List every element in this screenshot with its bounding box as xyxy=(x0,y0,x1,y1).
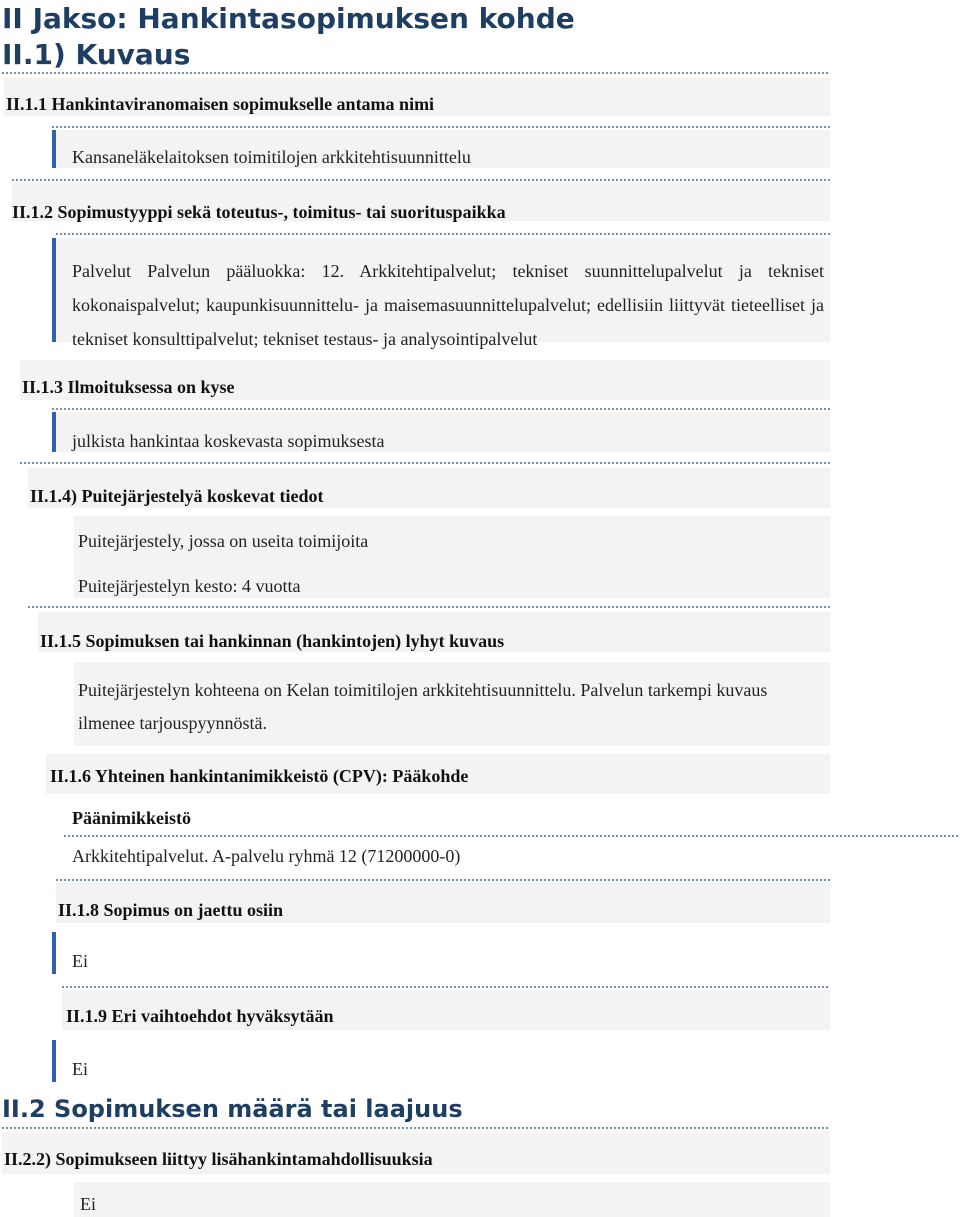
divider xyxy=(28,606,830,608)
divider xyxy=(2,1127,830,1129)
value-band xyxy=(74,1182,830,1217)
cpv-heading: II.1.6 Yhteinen hankintanimikkeistö (CPV): Pääkohde xyxy=(50,766,469,786)
value-marker xyxy=(52,1040,56,1082)
divider xyxy=(20,462,830,464)
variants-heading: II.1.9 Eri vaihtoehdot hyväksytään xyxy=(66,1006,334,1026)
lots-value: Ei xyxy=(72,951,88,971)
notice-value: julkista hankintaa koskevasta sopimuksesta xyxy=(72,431,385,451)
desc-heading: II.1.5 Sopimuksen tai hankinnan (hankintojen) lyhyt kuvaus xyxy=(40,631,505,651)
type-heading: II.1.2 Sopimustyyppi sekä toteutus-, toimitus- tai suorituspaikka xyxy=(12,202,506,222)
desc-value: Puitejärjestelyn kohteena on Kelan toimitilojen arkkitehtisuunnittelu. Palvelun tarkempi kuvaus ilmenee tarjouspyynnöstä. xyxy=(78,680,768,733)
notice-heading: II.1.3 Ilmoituksessa on kyse xyxy=(22,377,235,397)
name-value: Kansaneläkelaitoksen toimitilojen arkkitehtisuunnittelu xyxy=(72,147,471,167)
divider xyxy=(52,126,830,128)
options-heading: II.2.2) Sopimukseen liittyy lisähankintamahdollisuuksia xyxy=(4,1149,433,1169)
divider xyxy=(56,233,830,235)
divider xyxy=(64,835,958,837)
section-title: II Jakso: Hankintasopimuksen kohde xyxy=(2,2,575,35)
section2-title: II.2 Sopimuksen määrä tai laajuus xyxy=(2,1095,463,1123)
cpv-label: Päänimikkeistö xyxy=(72,808,192,828)
divider xyxy=(12,179,830,181)
framework-value-2: Puitejärjestelyn kesto: 4 vuotta xyxy=(78,576,301,596)
framework-heading: II.1.4) Puitejärjestelyä koskevat tiedot xyxy=(30,486,324,506)
value-marker xyxy=(52,932,56,974)
divider xyxy=(2,72,830,74)
divider xyxy=(62,986,830,988)
divider xyxy=(52,408,830,410)
framework-value-1: Puitejärjestely, jossa on useita toimijoita xyxy=(78,531,369,551)
divider xyxy=(56,879,830,881)
cpv-value: Arkkitehtipalvelut. A-palvelu ryhmä 12 (71200000-0) xyxy=(72,846,461,866)
options-value: Ei xyxy=(80,1194,96,1214)
type-value: Palvelut Palvelun pääluokka: 12. Arkkitehtipalvelut; tekniset suunnittelupalvelut ja tekniset kokonaispalvelut; kaupunkisuunnittelu- ja maisemasuunnittelupalvelut; edellisiin liittyvät tieteelliset ja tekniset konsulttipalvelut; tekniset testaus- ja analysointipalvelut xyxy=(72,261,824,349)
subsection-title: II.1) Kuvaus xyxy=(2,38,191,71)
name-heading: II.1.1 Hankintaviranomaisen sopimukselle antama nimi xyxy=(6,94,435,114)
variants-value: Ei xyxy=(72,1059,88,1079)
lots-heading: II.1.8 Sopimus on jaettu osiin xyxy=(58,900,284,920)
